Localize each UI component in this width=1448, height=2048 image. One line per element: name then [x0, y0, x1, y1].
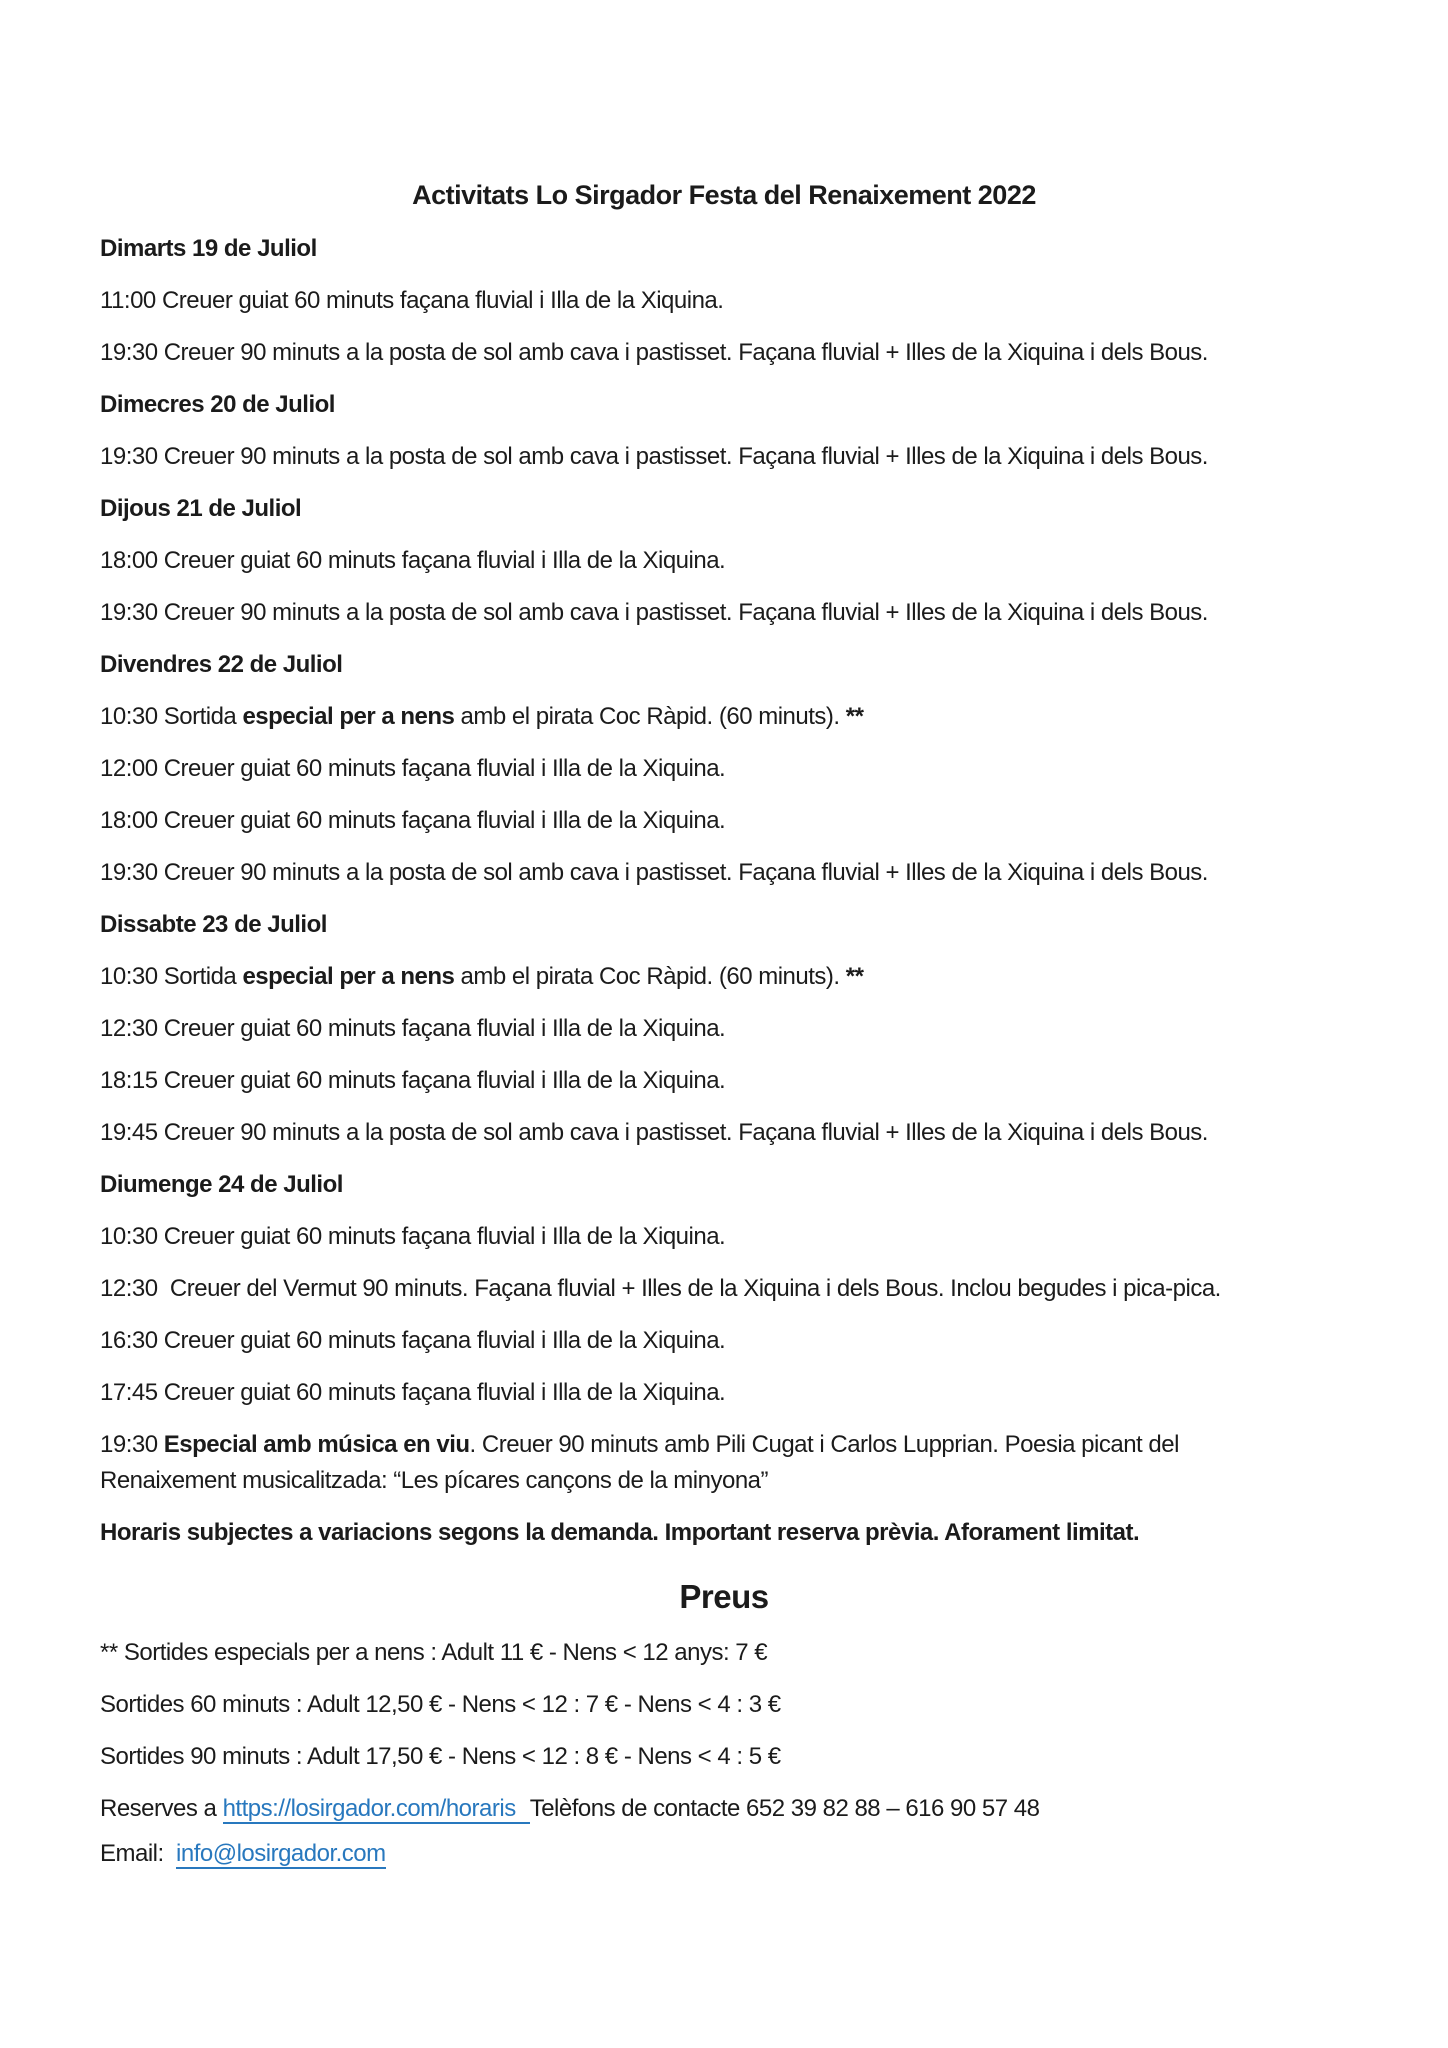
event-bold-text: especial per a nens	[242, 703, 455, 730]
event-line	[100, 1270, 1300, 1307]
event-line	[100, 334, 1300, 371]
event-text: amb el pirata Coc Ràpid. (60 minuts).	[454, 703, 846, 730]
day-heading: Dissabte 23 de Juliol	[100, 911, 327, 938]
event-text: 19:30 Creuer 90 minuts a la posta de sol amb cava i pastisset. Façana fluvial + Illes de la Xiquina i dels Bous.	[100, 443, 1208, 470]
event-text: 11:00 Creuer guiat 60 minuts façana fluvial i Illa de la Xiquina.	[100, 287, 724, 314]
email-link[interactable]: info@losirgador.com	[176, 1840, 386, 1867]
event-line	[100, 854, 1300, 891]
event-text: 18:15 Creuer guiat 60 minuts façana fluvial i Illa de la Xiquina.	[100, 1067, 726, 1094]
event-line	[100, 1463, 1300, 1499]
event-line	[100, 802, 1300, 839]
event-text: 18:00 Creuer guiat 60 minuts façana fluvial i Illa de la Xiquina.	[100, 547, 726, 574]
event-line	[100, 438, 1300, 475]
event-text: 19:30 Creuer 90 minuts a la posta de sol amb cava i pastisset. Façana fluvial + Illes de la Xiquina i dels Bous.	[100, 599, 1208, 626]
event-line	[100, 1114, 1300, 1151]
event-line	[100, 958, 1300, 995]
event-text: Renaixement musicalitzada: “Les pícares cançons de la minyona”	[100, 1467, 769, 1494]
event-bold-text: **	[845, 963, 864, 990]
event-text: 16:30 Creuer guiat 60 minuts façana fluvial i Illa de la Xiquina.	[100, 1327, 726, 1354]
event-text: 10:30 Creuer guiat 60 minuts façana fluvial i Illa de la Xiquina.	[100, 1223, 726, 1250]
day-section	[100, 646, 1300, 891]
day-section	[100, 386, 1300, 475]
event-line	[100, 542, 1300, 579]
price-line: ** Sortides especials per a nens : Adult 11 € - Nens < 12 anys: 7 €	[100, 1639, 768, 1666]
price-line: Sortides 90 minuts : Adult 17,50 € - Nens < 12 : 8 € - Nens < 4 : 5 €	[100, 1743, 781, 1770]
event-text: 10:30 Sortida	[100, 703, 243, 730]
horaris-link[interactable]: https://losirgador.com/horaris	[223, 1795, 530, 1824]
event-text: 19:30	[100, 1431, 164, 1458]
reserves-prefix-text: Reserves a	[100, 1795, 223, 1822]
event-line	[100, 1010, 1300, 1047]
day-heading: Divendres 22 de Juliol	[100, 651, 343, 678]
reserves-line	[100, 1790, 1300, 1827]
day-heading: Dijous 21 de Juliol	[100, 495, 302, 522]
event-line	[100, 1374, 1300, 1411]
event-line	[100, 1426, 1300, 1463]
event-text: 17:45 Creuer guiat 60 minuts façana fluvial i Illa de la Xiquina.	[100, 1379, 726, 1406]
prices-list	[100, 1634, 1300, 1775]
day-section	[100, 490, 1300, 631]
event-text: 19:30 Creuer 90 minuts a la posta de sol amb cava i pastisset. Façana fluvial + Illes de la Xiquina i dels Bous.	[100, 339, 1208, 366]
schedule	[100, 230, 1300, 1499]
document-title: Activitats Lo Sirgador Festa del Renaixement 2022	[412, 180, 1036, 210]
event-line	[100, 698, 1300, 735]
phones-text: Telèfons de contacte 652 39 82 88 – 616 90 57 48	[529, 1795, 1040, 1822]
day-heading: Diumenge 24 de Juliol	[100, 1171, 343, 1198]
day-section	[100, 906, 1300, 1151]
event-line	[100, 1322, 1300, 1359]
event-bold-text: especial per a nens	[242, 963, 455, 990]
day-heading: Dimecres 20 de Juliol	[100, 391, 335, 418]
event-text: 19:45 Creuer 90 minuts a la posta de sol amb cava i pastisset. Façana fluvial + Illes de la Xiquina i dels Bous.	[100, 1119, 1208, 1146]
event-bold-text: **	[845, 703, 864, 730]
day-heading: Dimarts 19 de Juliol	[100, 235, 317, 262]
event-line	[100, 282, 1300, 319]
event-line	[100, 594, 1300, 631]
event-line	[100, 1062, 1300, 1099]
notice-line: Horaris subjectes a variacions segons la demanda. Important reserva prèvia. Aforament limitat.	[100, 1519, 1140, 1546]
event-text: 12:30 Creuer guiat 60 minuts façana fluvial i Illa de la Xiquina.	[100, 1015, 726, 1042]
event-text: 10:30 Sortida	[100, 963, 243, 990]
event-line	[100, 750, 1300, 787]
event-text: 12:30 Creuer del Vermut 90 minuts. Façana fluvial + Illes de la Xiquina i dels Bous. Inclou begudes i pica-pica.	[100, 1275, 1221, 1302]
event-text: 19:30 Creuer 90 minuts a la posta de sol amb cava i pastisset. Façana fluvial + Illes de la Xiquina i dels Bous.	[100, 859, 1208, 886]
day-section	[100, 1166, 1300, 1499]
prices-heading: Preus	[679, 1578, 769, 1615]
event-text: 12:00 Creuer guiat 60 minuts façana fluvial i Illa de la Xiquina.	[100, 755, 726, 782]
event-text: 18:00 Creuer guiat 60 minuts façana fluvial i Illa de la Xiquina.	[100, 807, 726, 834]
event-line	[100, 1218, 1300, 1255]
email-label: Email:	[100, 1840, 177, 1867]
email-line	[100, 1835, 1300, 1872]
price-line: Sortides 60 minuts : Adult 12,50 € - Nens < 12 : 7 € - Nens < 4 : 3 €	[100, 1691, 781, 1718]
event-text: amb el pirata Coc Ràpid. (60 minuts).	[454, 963, 846, 990]
event-bold-text: Especial amb música en viu	[163, 1431, 470, 1458]
day-section	[100, 230, 1300, 371]
event-text: . Creuer 90 minuts amb Pili Cugat i Carlos Lupprian. Poesia picant del	[469, 1431, 1179, 1458]
